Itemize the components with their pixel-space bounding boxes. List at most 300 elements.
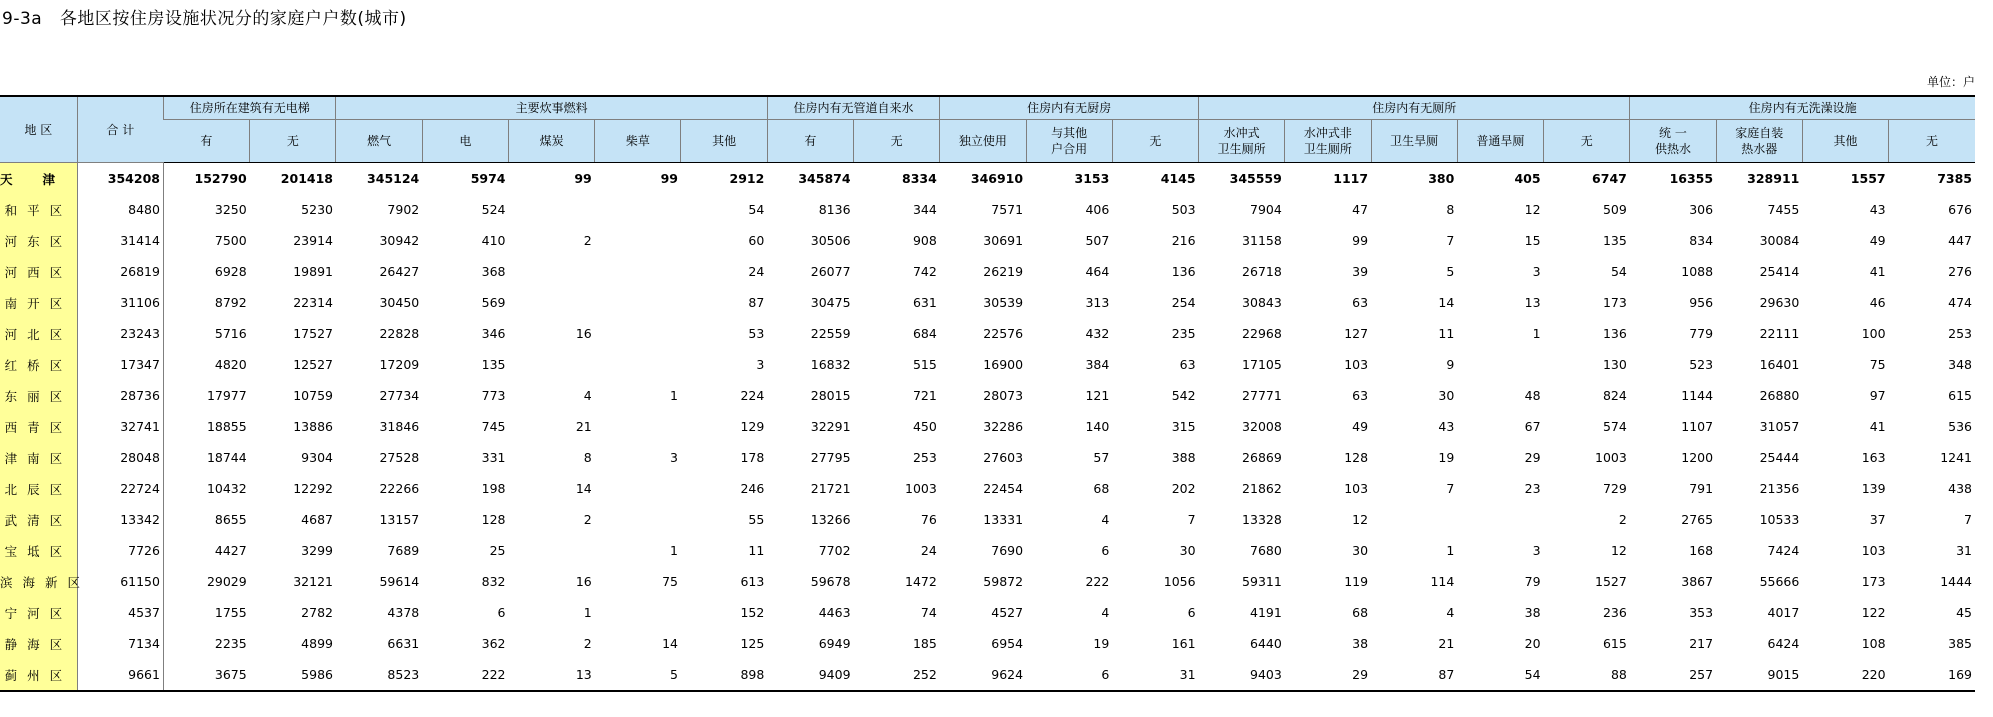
value-cell: 217	[1689, 636, 1714, 651]
region-cell: 红桥区	[0, 349, 77, 380]
value-cell: 14	[1438, 295, 1455, 310]
value-cell: 388	[1171, 450, 1196, 465]
value-cell: 22828	[379, 326, 420, 341]
value-cell: 87	[748, 295, 765, 310]
value-cell: 19	[1438, 450, 1455, 465]
value-cell: 19	[1093, 636, 1110, 651]
header-group-toilet: 住房内有无厕所	[1199, 96, 1630, 120]
value-cell: 16	[575, 326, 592, 341]
unit-label: 单位：户	[1926, 75, 1975, 89]
value-cell	[595, 256, 681, 287]
value-cell: 6954	[991, 636, 1024, 651]
value-cell: 5	[595, 659, 681, 691]
value-cell: 8655	[214, 512, 247, 527]
value-cell: 222	[422, 659, 508, 691]
value-cell: 16900	[983, 357, 1024, 372]
value-cell: 31846	[379, 419, 420, 434]
value-cell: 54	[1610, 264, 1627, 279]
header-col: 卫生旱厕	[1371, 120, 1457, 163]
value-cell: 17105	[1242, 357, 1282, 372]
value-cell: 31	[1956, 543, 1972, 558]
header-group-tap-water: 住房内有无管道自来水	[767, 96, 940, 120]
value-cell: 54	[748, 202, 765, 217]
header-col: 水冲式非 卫生厕所	[1285, 120, 1371, 163]
value-cell: 438	[1948, 481, 1972, 496]
value-cell: 14	[575, 481, 592, 496]
value-cell: 2	[583, 233, 592, 248]
value-cell: 63	[1179, 357, 1196, 372]
table-row	[0, 411, 1975, 442]
value-cell: 14	[662, 636, 678, 651]
value-cell: 25444	[1759, 450, 1800, 465]
value-cell: 68	[1352, 605, 1369, 620]
value-cell: 384	[1085, 357, 1110, 372]
value-cell: 344	[912, 202, 937, 217]
value-cell: 2235	[214, 636, 247, 651]
value-cell: 235	[1171, 326, 1196, 341]
value-cell: 30942	[379, 233, 420, 248]
value-cell: 163	[1861, 450, 1886, 465]
value-cell	[595, 504, 681, 535]
value-cell: 74	[920, 605, 937, 620]
value-cell: 345874	[798, 171, 851, 186]
value-cell: 31158	[1242, 233, 1282, 248]
value-cell: 4191	[1250, 605, 1282, 620]
region-cell: 静海区	[0, 628, 77, 659]
header-col: 统 一 供热水	[1630, 120, 1716, 163]
value-cell: 59872	[983, 574, 1024, 589]
value-cell: 5716	[214, 326, 247, 341]
value-cell: 5	[1446, 264, 1455, 279]
value-cell: 346910	[970, 171, 1024, 186]
value-cell: 185	[912, 636, 937, 651]
value-cell: 8136	[818, 202, 851, 217]
value-cell: 59614	[379, 574, 420, 589]
value-cell: 276	[1948, 264, 1972, 279]
value-cell: 75	[1869, 357, 1886, 372]
value-cell: 30	[1352, 543, 1369, 558]
value-cell: 30	[1438, 388, 1455, 403]
value-cell: 169	[1889, 659, 1975, 691]
value-cell: 140	[1085, 419, 1110, 434]
value-cell: 108	[1861, 636, 1886, 651]
value-cell: 22266	[379, 481, 420, 496]
value-cell: 7689	[387, 543, 420, 558]
total-cell: 31106	[77, 287, 163, 318]
value-cell: 4	[1101, 605, 1110, 620]
value-cell: 88	[1544, 659, 1630, 691]
region-cell: 滨海新区	[0, 566, 77, 597]
value-cell: 7424	[1767, 543, 1800, 558]
value-cell: 11	[1438, 326, 1455, 341]
value-cell: 8	[1446, 202, 1455, 217]
total-cell: 28736	[77, 380, 163, 411]
value-cell: 6	[497, 605, 506, 620]
value-cell: 39	[1352, 264, 1369, 279]
header-col: 其他	[681, 120, 767, 163]
region-cell: 武清区	[0, 504, 77, 535]
value-cell: 129	[740, 419, 765, 434]
value-cell: 6	[1026, 659, 1112, 691]
value-cell: 515	[912, 357, 937, 372]
region-cell: 西青区	[0, 411, 77, 442]
value-cell: 509	[1602, 202, 1627, 217]
table-row	[0, 225, 1975, 256]
value-cell: 3299	[301, 543, 333, 558]
value-cell	[508, 287, 594, 318]
value-cell: 507	[1085, 233, 1110, 248]
value-cell	[595, 287, 681, 318]
value-cell: 47	[1352, 202, 1369, 217]
value-cell: 1472	[905, 574, 937, 589]
value-cell: 898	[681, 659, 767, 691]
value-cell: 7385	[1937, 171, 1972, 186]
value-cell: 12527	[293, 357, 333, 372]
value-cell: 21356	[1759, 481, 1800, 496]
value-cell: 8334	[902, 171, 937, 186]
value-cell: 135	[481, 357, 506, 372]
value-cell: 410	[481, 233, 506, 248]
value-cell: 26718	[1242, 264, 1282, 279]
total-cell: 4537	[77, 597, 163, 628]
value-cell: 27771	[1242, 388, 1282, 403]
value-cell: 32291	[810, 419, 851, 434]
table-row	[0, 163, 1975, 195]
value-cell: 37	[1869, 512, 1886, 527]
value-cell: 222	[1085, 574, 1110, 589]
value-cell: 59311	[1242, 574, 1282, 589]
value-cell: 128	[1344, 450, 1369, 465]
header-col: 无	[250, 120, 336, 163]
value-cell: 729	[1602, 481, 1627, 496]
region-cell: 天津	[0, 163, 77, 195]
value-cell: 315	[1171, 419, 1196, 434]
value-cell: 32008	[1242, 419, 1282, 434]
value-cell: 26077	[810, 264, 851, 279]
value-cell: 29	[1524, 450, 1541, 465]
value-cell: 4527	[991, 605, 1024, 620]
value-cell: 28073	[983, 388, 1024, 403]
value-cell: 43	[1869, 202, 1886, 217]
value-cell: 29630	[1759, 295, 1800, 310]
value-cell: 4378	[387, 605, 420, 620]
value-cell: 13	[508, 659, 594, 691]
value-cell: 22559	[810, 326, 851, 341]
value-cell: 224	[740, 388, 765, 403]
value-cell: 68	[1093, 481, 1110, 496]
value-cell: 12	[1524, 202, 1541, 217]
total-cell: 7134	[77, 628, 163, 659]
value-cell: 4	[583, 388, 592, 403]
value-cell: 22968	[1242, 326, 1282, 341]
total-cell: 32741	[77, 411, 163, 442]
value-cell: 136	[1171, 264, 1196, 279]
value-cell: 542	[1171, 388, 1196, 403]
value-cell: 103	[1344, 481, 1369, 496]
value-cell: 161	[1171, 636, 1196, 651]
value-cell: 41	[1869, 264, 1886, 279]
value-cell: 17977	[206, 388, 247, 403]
value-cell: 7902	[387, 202, 420, 217]
table-row	[0, 194, 1975, 225]
value-cell: 16401	[1759, 357, 1800, 372]
value-cell: 6631	[387, 636, 420, 651]
value-cell: 12	[1610, 543, 1627, 558]
value-cell: 27528	[379, 450, 420, 465]
value-cell: 13886	[293, 419, 333, 434]
value-cell: 21721	[810, 481, 851, 496]
value-cell: 1200	[1681, 450, 1714, 465]
header-group-cooking-fuel: 主要炊事燃料	[336, 96, 767, 120]
value-cell: 779	[1689, 326, 1714, 341]
value-cell: 220	[1802, 659, 1888, 691]
header-col: 有	[767, 120, 853, 163]
value-cell: 1444	[1940, 574, 1972, 589]
value-cell: 79	[1524, 574, 1541, 589]
value-cell: 27603	[983, 450, 1024, 465]
value-cell: 114	[1430, 574, 1455, 589]
header-col: 水冲式 卫生厕所	[1199, 120, 1285, 163]
table-row	[0, 566, 1975, 597]
table-row	[0, 597, 1975, 628]
value-cell: 26869	[1242, 450, 1282, 465]
value-cell: 474	[1948, 295, 1972, 310]
value-cell: 3	[1532, 264, 1541, 279]
value-cell: 127	[1344, 326, 1369, 341]
value-cell: 22454	[983, 481, 1024, 496]
value-cell: 12	[1352, 512, 1369, 527]
value-cell: 7571	[991, 202, 1024, 217]
value-cell: 55	[748, 512, 765, 527]
value-cell: 21	[1438, 636, 1455, 651]
value-cell: 742	[912, 264, 937, 279]
value-cell: 16832	[810, 357, 851, 372]
value-cell: 125	[740, 636, 765, 651]
page-title: 9-3a 各地区按住房设施状况分的家庭户户数(城市)	[2, 9, 407, 29]
value-cell: 173	[1602, 295, 1627, 310]
value-cell: 368	[481, 264, 506, 279]
header-group-elevator: 住房所在建筑有无电梯	[163, 96, 336, 120]
value-cell	[595, 473, 681, 504]
value-cell: 63	[1352, 388, 1369, 403]
value-cell	[595, 194, 681, 225]
value-cell: 6440	[1250, 636, 1282, 651]
value-cell: 524	[481, 202, 506, 217]
value-cell: 9403	[1199, 659, 1285, 691]
value-cell: 99	[574, 171, 592, 186]
value-cell: 54	[1457, 659, 1543, 691]
value-cell: 1	[670, 388, 678, 403]
total-cell: 13342	[77, 504, 163, 535]
value-cell: 2	[1618, 512, 1627, 527]
value-cell: 4	[1446, 605, 1455, 620]
value-cell: 97	[1869, 388, 1886, 403]
value-cell: 24	[748, 264, 765, 279]
value-cell: 956	[1689, 295, 1714, 310]
value-cell: 10432	[206, 481, 247, 496]
header-col: 无	[854, 120, 940, 163]
value-cell: 447	[1948, 233, 1972, 248]
header-col: 家庭自装 热水器	[1716, 120, 1802, 163]
value-cell: 615	[1948, 388, 1972, 403]
value-cell: 721	[912, 388, 937, 403]
total-cell: 7726	[77, 535, 163, 566]
value-cell: 30506	[810, 233, 851, 248]
region-cell: 河西区	[0, 256, 77, 287]
total-cell: 26819	[77, 256, 163, 287]
value-cell: 7904	[1250, 202, 1282, 217]
value-cell	[595, 597, 681, 628]
value-cell: 5986	[250, 659, 336, 691]
header-col: 电	[422, 120, 508, 163]
table-row	[0, 287, 1975, 318]
value-cell: 615	[1602, 636, 1627, 651]
table-row	[0, 628, 1975, 659]
value-cell: 4463	[818, 605, 851, 620]
value-cell: 345124	[367, 171, 420, 186]
value-cell: 26427	[379, 264, 420, 279]
value-cell: 27795	[810, 450, 851, 465]
value-cell: 31057	[1759, 419, 1800, 434]
value-cell: 9	[1446, 357, 1455, 372]
value-cell: 7	[1187, 512, 1196, 527]
value-cell: 30	[1179, 543, 1196, 558]
value-cell: 331	[481, 450, 506, 465]
value-cell	[508, 349, 594, 380]
value-cell: 32286	[983, 419, 1024, 434]
value-cell: 16355	[1669, 171, 1714, 186]
value-cell: 6928	[214, 264, 247, 279]
table-body	[0, 163, 1975, 692]
value-cell: 198	[481, 481, 506, 496]
value-cell: 26880	[1759, 388, 1800, 403]
value-cell: 173	[1861, 574, 1886, 589]
value-cell: 503	[1171, 202, 1196, 217]
value-cell: 613	[740, 574, 765, 589]
region-cell: 河东区	[0, 225, 77, 256]
value-cell: 99	[660, 171, 678, 186]
value-cell: 27734	[379, 388, 420, 403]
header-col: 无	[1112, 120, 1198, 163]
value-cell: 3	[1532, 543, 1541, 558]
value-cell: 22314	[293, 295, 333, 310]
value-cell: 20	[1524, 636, 1541, 651]
value-cell: 30691	[983, 233, 1024, 248]
value-cell: 432	[1085, 326, 1110, 341]
value-cell: 1557	[1850, 171, 1886, 186]
value-cell	[1371, 504, 1457, 535]
value-cell: 9015	[1716, 659, 1802, 691]
region-cell: 北辰区	[0, 473, 77, 504]
region-cell: 南开区	[0, 287, 77, 318]
value-cell: 178	[740, 450, 765, 465]
total-cell: 23243	[77, 318, 163, 349]
value-cell: 313	[1085, 295, 1110, 310]
value-cell: 21862	[1242, 481, 1282, 496]
value-cell: 13	[1524, 295, 1541, 310]
region-cell: 宝坻区	[0, 535, 77, 566]
header-col: 与其他 户合用	[1026, 120, 1112, 163]
header-col: 无	[1889, 120, 1975, 163]
value-cell: 4820	[214, 357, 247, 372]
value-cell: 60	[748, 233, 765, 248]
value-cell: 6424	[1767, 636, 1800, 651]
value-cell: 3250	[214, 202, 247, 217]
value-cell: 103	[1861, 543, 1886, 558]
header-col: 无	[1544, 120, 1630, 163]
value-cell: 464	[1085, 264, 1110, 279]
value-cell: 1056	[1163, 574, 1196, 589]
value-cell: 253	[1948, 326, 1972, 341]
value-cell: 57	[1093, 450, 1110, 465]
value-cell: 17527	[293, 326, 333, 341]
value-cell: 346	[481, 326, 506, 341]
total-cell: 31414	[77, 225, 163, 256]
value-cell: 13331	[983, 512, 1024, 527]
value-cell: 7	[1446, 233, 1455, 248]
value-cell: 216	[1171, 233, 1196, 248]
value-cell: 7680	[1250, 543, 1282, 558]
value-cell: 2	[583, 636, 592, 651]
value-cell: 30475	[810, 295, 851, 310]
value-cell: 128	[481, 512, 506, 527]
header-col: 燃气	[336, 120, 422, 163]
value-cell: 30450	[379, 295, 420, 310]
value-cell: 122	[1861, 605, 1886, 620]
value-cell: 1117	[1333, 171, 1369, 186]
header-group-kitchen: 住房内有无厨房	[940, 96, 1199, 120]
value-cell: 139	[1861, 481, 1886, 496]
value-cell: 7	[1446, 481, 1455, 496]
value-cell: 348	[1948, 357, 1972, 372]
value-cell: 406	[1085, 202, 1110, 217]
value-cell: 385	[1948, 636, 1972, 651]
value-cell: 7	[1964, 512, 1972, 527]
value-cell: 450	[912, 419, 937, 434]
value-cell: 4427	[214, 543, 247, 558]
region-cell: 和平区	[0, 194, 77, 225]
data-table	[0, 95, 1975, 692]
value-cell: 380	[1428, 171, 1455, 186]
value-cell: 1	[1532, 326, 1541, 341]
value-cell: 5974	[470, 171, 506, 186]
value-cell: 130	[1602, 357, 1627, 372]
header-group-bathing: 住房内有无洗澡设施	[1630, 96, 1975, 120]
region-cell: 津南区	[0, 442, 77, 473]
value-cell	[595, 349, 681, 380]
header-col: 煤炭	[508, 120, 594, 163]
value-cell: 1527	[1595, 574, 1627, 589]
value-cell: 53	[748, 326, 765, 341]
table-row	[0, 256, 1975, 287]
value-cell: 8523	[336, 659, 422, 691]
header-col: 独立使用	[940, 120, 1026, 163]
value-cell: 46	[1869, 295, 1886, 310]
value-cell: 23	[1524, 481, 1541, 496]
value-cell: 3867	[1681, 574, 1714, 589]
value-cell: 824	[1602, 388, 1627, 403]
header-col: 有	[163, 120, 249, 163]
header-col: 普通旱厕	[1457, 120, 1543, 163]
value-cell: 75	[662, 574, 678, 589]
value-cell: 25	[489, 543, 506, 558]
value-cell: 908	[912, 233, 937, 248]
value-cell: 24	[920, 543, 937, 558]
value-cell: 6	[1187, 605, 1196, 620]
value-cell: 1755	[214, 605, 247, 620]
value-cell: 76	[920, 512, 937, 527]
value-cell: 45	[1956, 605, 1972, 620]
